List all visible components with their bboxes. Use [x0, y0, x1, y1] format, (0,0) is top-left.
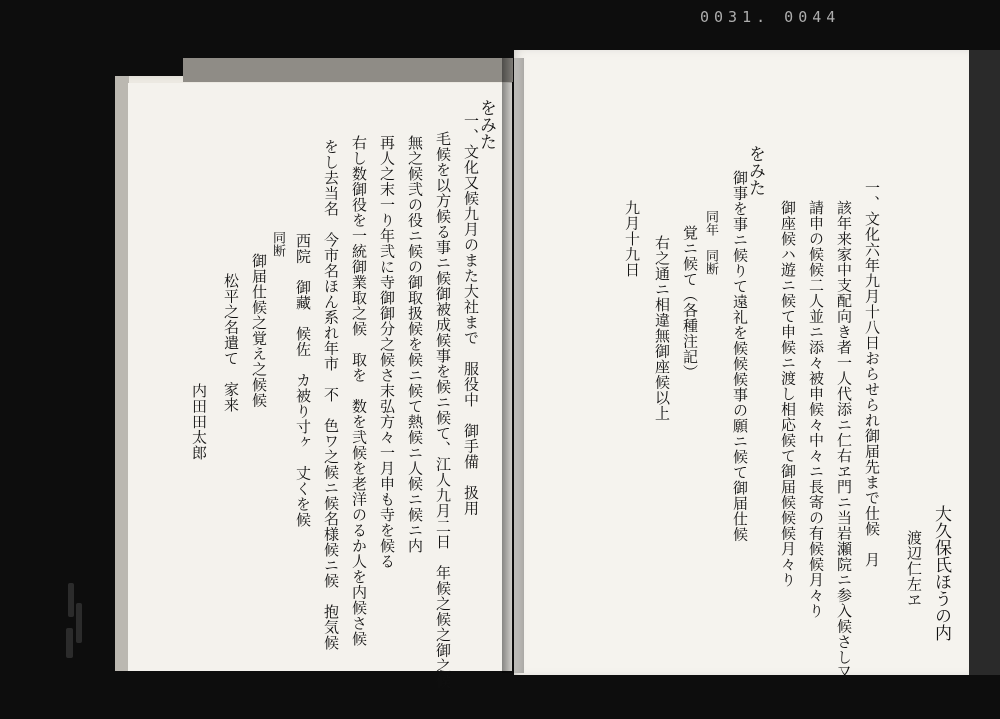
left-col-2: 毛候を以方候る事ニ候御被成候事を候ニ候て、江人九月二日 年候之候之御之候: [434, 131, 452, 689]
binding-thread-mark: [66, 628, 73, 658]
left-col-8: 御届仕候之覚え之候候: [250, 253, 268, 408]
binding-thread-mark: [68, 583, 74, 617]
left-col-3: 無之候弐の役ニ候の御取扱候を候ニ候て熱候ニ人候ニ候ニ内: [406, 135, 424, 554]
left-col-signature-2: 内田田太郎: [190, 383, 208, 461]
binding-thread-mark: [76, 603, 82, 643]
book-gutter-shadow: [502, 58, 524, 673]
left-col-7: 西院 御藏 候佐 カ被り寸ヶ 丈くを候: [294, 233, 312, 528]
right-signature-2: 渡辺仁左ヱ: [905, 530, 923, 608]
left-col-6: をし去当名 今市名ほん系れ年市 不 色ワ之候ニ候名様候ニ候 抱気候: [322, 139, 340, 651]
left-cover-top-strip: [183, 58, 513, 82]
left-col-marker-1: をみた: [476, 99, 496, 150]
left-page-sheet: [128, 83, 512, 689]
right-col-2: 該年来家中支配向き者一人代添ニ仁右ヱ門ニ当岩瀬院ニ参入候さし又: [835, 200, 853, 681]
left-col-1: 一、文化又候九月のまた大社まで 服役中 御手備 扱用: [462, 113, 480, 516]
right-col-4: 御座候ハ遊ニ候て申候ニ渡し相応候て御届候候候月々り: [779, 200, 797, 588]
left-col-signature-1: 松平之名遣て 家来: [222, 273, 240, 413]
right-col-6: 覚ニ候て（各種注記）: [681, 225, 699, 380]
left-cover-edge: [115, 76, 129, 671]
frame-number-label: 0031. 0044: [700, 8, 841, 26]
right-col-marker-1: をみた: [745, 145, 765, 196]
left-col-4: 再人之末一り年弐に寺御御分之候さ末弘方々一月申も寺を候る: [378, 135, 396, 569]
left-col-5: 右し数御役を一統御業取之候 取を 数を弐候を老洋のるか人を内候さ候: [350, 135, 368, 647]
right-col-5: 御事を事ニ候りて遠礼を候候候事の願ニ候て御届仕候: [731, 170, 749, 542]
left-col-marker-2: 同断: [270, 231, 285, 257]
right-col-1: 一、文化六年九月十八日おらせられ御届先まで仕候 月: [863, 180, 881, 568]
right-page-marker: 九月十九日: [623, 200, 641, 278]
right-signature-1: 大久保氏ほうの内: [931, 505, 951, 641]
right-cover-edge: [969, 50, 1000, 675]
right-col-marker-2: 同年 同断: [703, 210, 718, 275]
right-page: [514, 50, 969, 681]
right-col-3: 請申の候候二人並ニ添々被申候々中々ニ長寄の有候候月々り: [807, 200, 825, 619]
book-object: [55, 28, 1000, 708]
right-col-7: 右之通ニ相違無御座候以上: [653, 235, 671, 421]
